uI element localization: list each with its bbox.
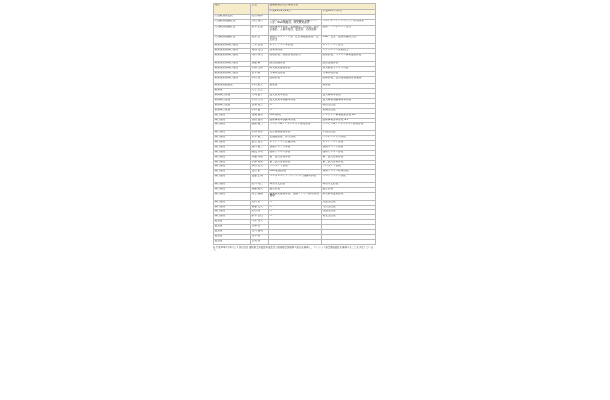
cell-name: 大城 裕子 bbox=[251, 94, 269, 99]
cell-old-duty: ― bbox=[269, 210, 322, 215]
cell-title: 執行役員 bbox=[214, 187, 251, 192]
cell-name: 中村 晃 bbox=[251, 76, 269, 84]
header-old-date: 平成29年6月29日 bbox=[269, 10, 322, 15]
table-row bbox=[214, 175, 376, 183]
cell-new-duty bbox=[322, 239, 376, 244]
cell-new-duty: 九州支社長 bbox=[322, 205, 376, 210]
cell-name: 斉藤 邦彦 bbox=[251, 155, 269, 160]
cell-new-duty: プロモーション部長 bbox=[322, 136, 376, 141]
cell-new-duty: クレジット事業推進部長 ※1 bbox=[322, 113, 376, 118]
cell-name: 徳広 清志 bbox=[251, 141, 269, 146]
cell-title: 執行役員 bbox=[214, 183, 251, 188]
cell-new-duty: ネットワーク部長 bbox=[322, 141, 376, 146]
cell-name: 中村 維夫 bbox=[251, 84, 269, 89]
footnote: ※ 平成30年7月1日より執行役員 国際事業本部副本部長及び新規事業開発担当役員を兼務し、クレジット事業推進部長を兼務することを予定しています。 bbox=[213, 245, 374, 252]
cell-title: 常務執行役員 bbox=[214, 94, 251, 99]
cell-name: 田口 英仁 bbox=[251, 183, 269, 188]
cell-name: 斎藤 文夫 bbox=[251, 205, 269, 210]
cell-title: 監査役 bbox=[214, 220, 251, 225]
executive-table bbox=[213, 3, 376, 245]
cell-title: 取締役常務執行役員 bbox=[214, 66, 251, 71]
cell-old-duty: 第二法人営業部長 bbox=[269, 160, 322, 165]
cell-title: 常務執行役員 bbox=[214, 103, 251, 108]
cell-name: 湯川 裕二 bbox=[251, 145, 269, 150]
cell-new-duty: 研究開発推進部長 bbox=[322, 192, 376, 200]
cell-title: 監査役 bbox=[214, 234, 251, 239]
cell-old-duty: ― bbox=[269, 215, 322, 220]
cell-name: 尾上 誠蔵 bbox=[251, 192, 269, 200]
cell-title: 執行役員 bbox=[214, 131, 251, 136]
cell-title: 取締役常務執行役員 bbox=[214, 76, 251, 84]
cell-name: 荒木 裕二 bbox=[251, 136, 269, 141]
cell-title: 取締役常務執行役員 bbox=[214, 71, 251, 76]
cell-new-duty: 経営企画部長 bbox=[322, 61, 376, 66]
cell-title: 代表取締役社長 bbox=[214, 15, 251, 20]
cell-new-duty: サービス&ソリューション開発部長 bbox=[322, 123, 376, 131]
cell-new-duty: 東北支社長 bbox=[322, 215, 376, 220]
cell-name: 鈴木 正俊 bbox=[251, 26, 269, 36]
cell-title: 取締役常務執行役員 bbox=[214, 61, 251, 66]
cell-title: 常務執行役員 bbox=[214, 108, 251, 113]
cell-new-duty: 四国支社長 bbox=[322, 210, 376, 215]
cell-name: 曽根 俊男 bbox=[251, 118, 269, 123]
cell-new-duty: 業務プロセス改革部長 bbox=[322, 170, 376, 175]
cell-new-duty: 北陸支社長 bbox=[322, 200, 376, 205]
cell-old-duty: 経営企画部長 bbox=[269, 61, 322, 66]
cell-name: 鈴木 哲也 bbox=[251, 215, 269, 220]
cell-old-duty: 企画調整室、渉外部長 bbox=[269, 136, 322, 141]
cell-name: 北村 勇 bbox=[251, 200, 269, 205]
cell-title: 取締役常務執行役員 bbox=[214, 49, 251, 54]
cell-name: 吉川 義明 bbox=[251, 229, 269, 234]
table-row bbox=[214, 36, 376, 44]
cell-old-duty bbox=[269, 239, 322, 244]
cell-old-duty: プロダクト&サービス本部長、情報システム部、R&D戦略部、研究開発各部 bbox=[269, 19, 322, 25]
cell-name: 羽深 龍二 bbox=[251, 123, 269, 131]
cell-name: 國枝 洋司 bbox=[251, 150, 269, 155]
cell-name: 角谷 文也 bbox=[251, 49, 269, 54]
cell-name: 中山 公男 bbox=[251, 98, 269, 103]
cell-name: 山田 隆持 bbox=[251, 15, 269, 20]
cell-name: 山田 明 bbox=[251, 210, 269, 215]
table-row bbox=[214, 54, 376, 62]
cell-name: 小林 優 bbox=[251, 108, 269, 113]
cell-old-duty: 販売部長 bbox=[269, 187, 322, 192]
cell-new-duty: 中国支社長 bbox=[322, 131, 376, 136]
cell-name: 二木 治成 bbox=[251, 44, 269, 49]
cell-new-duty: 国際ビジネス部長 bbox=[322, 150, 376, 155]
cell-title: 代表取締役副社長 bbox=[214, 26, 251, 36]
cell-old-duty: ネットワーク本部長 bbox=[269, 44, 322, 49]
cell-old-duty: 研究開発推進部長 bbox=[269, 66, 322, 71]
cell-new-duty: 関西支社長 bbox=[322, 103, 376, 108]
cell-name: 辻上 広志 bbox=[251, 89, 269, 94]
cell-name: 加藤 薫 bbox=[251, 61, 269, 66]
cell-old-duty: 財務部長、関連企業部担当 bbox=[269, 54, 322, 62]
cell-old-duty: 国際事業本部副本部長 bbox=[269, 118, 322, 123]
cell-new-duty: 第二法人営業部長 bbox=[322, 160, 376, 165]
cell-new-duty: マルチメディアサービス、研究開発 bbox=[322, 19, 376, 25]
cell-name: 古島 俊三 bbox=[251, 103, 269, 108]
cell-name: 青木 康一 bbox=[251, 234, 269, 239]
cell-title: 執行役員 bbox=[214, 215, 251, 220]
cell-name: 安田 崇 bbox=[251, 170, 269, 175]
cell-title: 執行役員 bbox=[214, 123, 251, 131]
cell-title: 監査役 bbox=[214, 225, 251, 230]
header-name: 氏名 bbox=[251, 4, 269, 15]
header-group: 委嘱業務および業務分担 bbox=[269, 4, 376, 10]
cell-name: 今井 博夫 bbox=[251, 220, 269, 225]
cell-title: 代表取締役副社長 bbox=[214, 19, 251, 25]
cell-title: 執行役員 bbox=[214, 200, 251, 205]
cell-old-duty: 情報システム部長 bbox=[269, 145, 322, 150]
cell-old-duty: 国際ビジネス部長 bbox=[269, 150, 322, 155]
cell-new-duty: 国際、コーポレート担当 bbox=[322, 26, 376, 36]
cell-old-duty: 第一法人営業部長 bbox=[269, 155, 322, 160]
cell-new-duty: 第一法人営業部長 bbox=[322, 155, 376, 160]
cell-title: 執行役員 bbox=[214, 113, 251, 118]
cell-name: 吉利 康一 bbox=[251, 239, 269, 244]
cell-old-duty: 人事育成部長 bbox=[269, 71, 322, 76]
cell-name: 須藤 聡人 bbox=[251, 187, 269, 192]
cell-title: 執行役員 bbox=[214, 165, 251, 170]
cell-old-duty: コーポレートブランディング部副本部長 bbox=[269, 175, 322, 183]
cell-name: 本田 浩人 bbox=[251, 165, 269, 170]
table-row bbox=[214, 26, 376, 36]
cell-title: 監査役 bbox=[214, 239, 251, 244]
cell-old-duty: DCM企画部長 bbox=[269, 170, 322, 175]
cell-title: 取締役常務執行役員 bbox=[214, 44, 251, 49]
cell-new-duty: コンシューマ営業担当 bbox=[322, 49, 376, 54]
cell-old-duty: ― bbox=[269, 200, 322, 205]
cell-old-duty: 情報セキュリティ部、社会情報推進部、安全担当 bbox=[269, 36, 322, 44]
cell-title: 取締役常勤監査 bbox=[214, 84, 251, 89]
cell-title: 執行役員 bbox=[214, 205, 251, 210]
cell-title: 執行役員 bbox=[214, 136, 251, 141]
cell-old-duty: 総務部長 bbox=[269, 76, 322, 84]
cell-title: 監査役 bbox=[214, 229, 251, 234]
cell-new-duty: 財務部長、ウェーブ事業推進部長 bbox=[322, 54, 376, 62]
cell-old-duty: ― bbox=[269, 103, 322, 108]
cell-title: 執行役員 bbox=[214, 155, 251, 160]
cell-new-duty: 法人事業本部長 bbox=[322, 94, 376, 99]
cell-new-duty: 東海支社長 bbox=[322, 108, 376, 113]
cell-name: 辻村 清行 bbox=[251, 19, 269, 25]
cell-old-duty: 社会環境推進部長 bbox=[269, 131, 322, 136]
cell-title: 代表取締役副社長 bbox=[214, 36, 251, 44]
table-body bbox=[214, 15, 376, 245]
cell-title: 取締役常務執行役員 bbox=[214, 54, 251, 62]
cell-name: 小森 光修 bbox=[251, 66, 269, 71]
cell-old-duty: ネットワーク企画部長 bbox=[269, 141, 322, 146]
cell-old-duty: ― bbox=[269, 108, 322, 113]
cell-new-duty: 相談役 bbox=[322, 84, 376, 89]
cell-title: 常務執行役員 bbox=[214, 98, 251, 103]
cell-name: 水谷 和弘 bbox=[251, 131, 269, 136]
cell-new-duty: 法人事業部副事業本部長 bbox=[322, 98, 376, 103]
cell-old-duty: プロダクト部長 bbox=[269, 165, 322, 170]
cell-new-duty: 研究開発センター所長 bbox=[322, 66, 376, 71]
cell-new-duty: 国際事業部本部長 ※1 bbox=[322, 118, 376, 123]
table-row bbox=[214, 123, 376, 131]
cell-old-duty: 法人営業本部長 bbox=[269, 94, 322, 99]
cell-name: 松井 浩 bbox=[251, 36, 269, 44]
table-row bbox=[214, 76, 376, 84]
header-title: 役位 bbox=[214, 4, 251, 15]
cell-name: 佐藤 正明 bbox=[251, 175, 269, 183]
cell-name: 田中 隆 bbox=[251, 71, 269, 76]
cell-old-duty: サービス&ソリューション開発部長 bbox=[269, 123, 322, 131]
table-row bbox=[214, 239, 376, 244]
cell-new-duty: マーケティング部長 bbox=[322, 175, 376, 183]
cell-title: 執行役員 bbox=[214, 170, 251, 175]
cell-new-duty: 情報システム部長 bbox=[322, 145, 376, 150]
cell-old-duty: DCM部長 bbox=[269, 113, 322, 118]
cell-title: 執行役員 bbox=[214, 192, 251, 200]
cell-old-duty: 相談役 bbox=[269, 84, 322, 89]
cell-old-duty: 国際事業本部長、企画調整、財務部、経営企画部、人事育成部、監査部、内部統制 bbox=[269, 26, 322, 36]
cell-title: 執行役員 bbox=[214, 160, 251, 165]
cell-name: 吉澤 啓一 bbox=[251, 225, 269, 230]
cell-name: 内村 和人 bbox=[251, 54, 269, 62]
cell-old-duty: 神奈川支店長 bbox=[269, 183, 322, 188]
cell-new-duty: 販売部長 bbox=[322, 187, 376, 192]
cell-new-duty: ネットワーク担当 bbox=[322, 44, 376, 49]
cell-new-duty: プロダクト部長 bbox=[322, 165, 376, 170]
cell-title: 執行役員 bbox=[214, 175, 251, 183]
cell-new-duty: CSR、安全（置業労働を含む） bbox=[322, 36, 376, 44]
cell-name: 杉澤 利彦 bbox=[251, 160, 269, 165]
document-page bbox=[213, 3, 375, 252]
header-new-date: 平成30年7月1日 bbox=[322, 10, 376, 15]
table-row bbox=[214, 192, 376, 200]
cell-old-duty: ― bbox=[269, 205, 322, 210]
cell-old-duty: 営業本部長 bbox=[269, 49, 322, 54]
cell-title: 執行役員 bbox=[214, 141, 251, 146]
cell-title: 取締役 bbox=[214, 89, 251, 94]
cell-old-duty: 研究開発推進部長、無線アクセス開発部長兼務 bbox=[269, 192, 322, 200]
cell-title: 執行役員 bbox=[214, 145, 251, 150]
cell-title: 執行役員 bbox=[214, 210, 251, 215]
cell-new-duty: 人事育成部長 bbox=[322, 71, 376, 76]
cell-new-duty: 神奈川支店長 bbox=[322, 183, 376, 188]
cell-title: 執行役員 bbox=[214, 118, 251, 123]
cell-title: 執行役員 bbox=[214, 150, 251, 155]
cell-old-duty: 法人営業本部副本部長 bbox=[269, 98, 322, 103]
cell-name: 長岡 健司 bbox=[251, 113, 269, 118]
cell-new-duty: 総務部長、社会環境推進部長兼務 bbox=[322, 76, 376, 84]
